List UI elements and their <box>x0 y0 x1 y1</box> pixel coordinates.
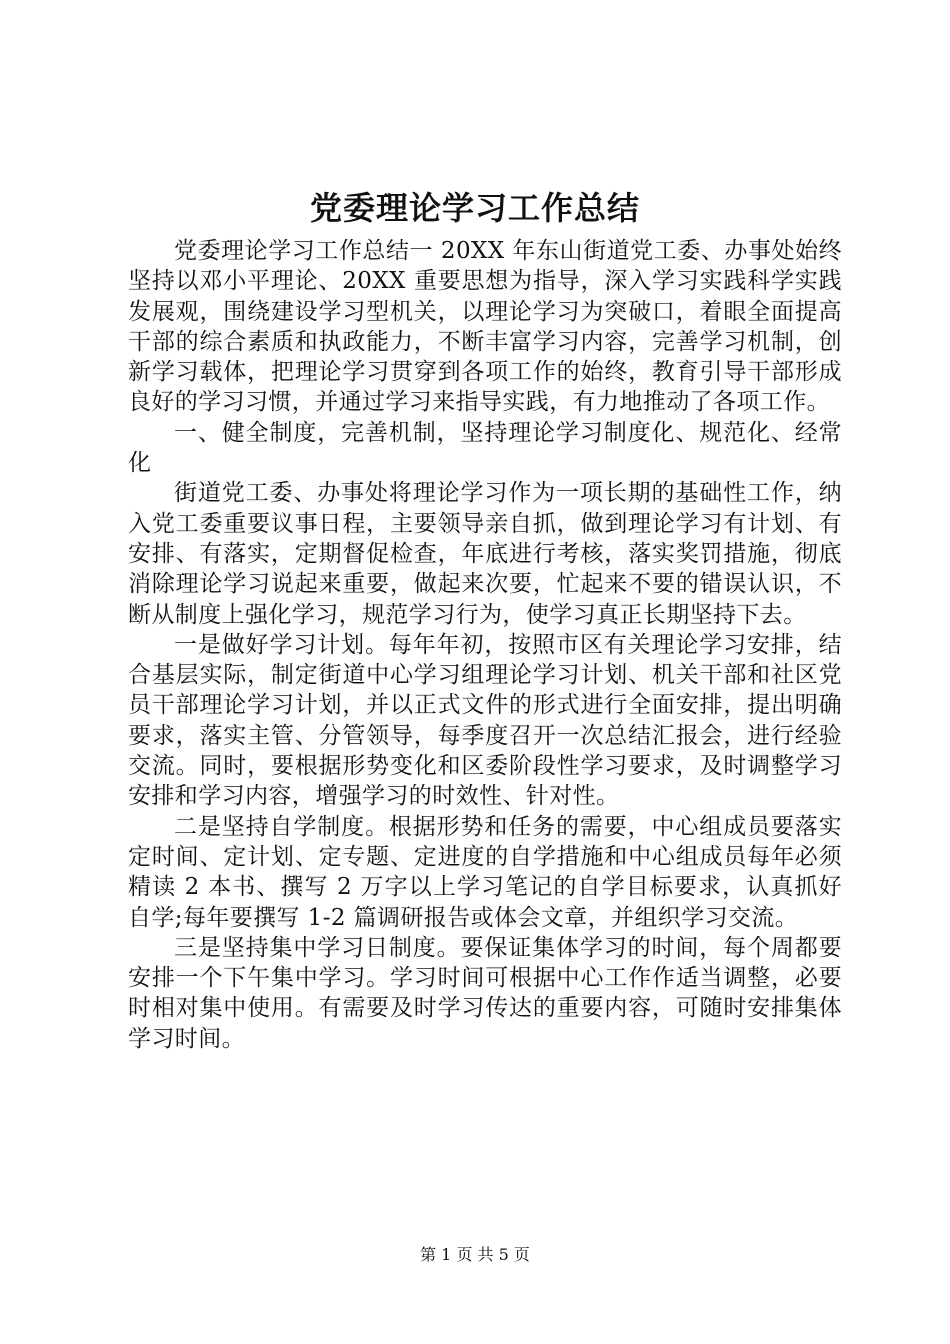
page-indicator: 第 1 页 共 5 页 <box>420 1245 530 1264</box>
page-title: 党委理论学习工作总结 <box>309 189 640 227</box>
paragraph-study-plan: 一是做好学习计划。每年年初，按照市区有关理论学习安排，结合基层实际，制定街道中心学习组理论学习计划、机关干部和社区党员干部理论学习计划，并以正式文件的形式进行全面安排，提出明确要求，落实主管、分管领导，每季度召开一次总结汇报会，进行经验交流。同时，要根据形势变化和区委阶段性学习要求，及时调整学习安排和学习内容，增强学习的时效性、针对性。 <box>128 631 842 810</box>
paragraph-self-study: 二是坚持自学制度。根据形势和任务的需要，中心组成员要落实定时间、定计划、定专题、定进度的自学措施和中心组成员每年必须精读 2 本书、撰写 2 万字以上学习笔记的自学目标要求，认真抓好自学;每年要撰写 1-2 篇调研报告或体会文章，并组织学习交流。 <box>128 813 842 931</box>
paragraph-section-1: 街道党工委、办事处将理论学习作为一项长期的基础性工作，纳入党工委重要议事日程，主要领导亲自抓，做到理论学习有计划、有安排、有落实，定期督促检查，年底进行考核，落实奖罚措施，彻底消除理论学习说起来重要，做起来次要，忙起来不要的错误认识，不断从制度上强化学习，规范学习行为，使学习真正长期坚持下去。 <box>128 480 842 628</box>
paragraph-intro: 党委理论学习工作总结一 20XX 年东山街道党工委、办事处始终坚持以邓小平理论、20XX 重要思想为指导，深入学习实践科学实践发展观，围绕建设学习型机关，以理论学习为突破口，着眼全面提高干部的综合素质和执政能力，不断丰富学习内容，完善学习机制，创新学习载体，把理论学习贯穿到各项工作的始终，教育引导干部形成良好的学习习惯，并通过学习来指导实践，有力地推动了各项工作。 <box>128 238 842 416</box>
document-body <box>128 236 842 1054</box>
section-heading-1: 一、健全制度，完善机制，坚持理论学习制度化、规范化、经常化 <box>128 419 842 477</box>
paragraph-group-study-day: 三是坚持集中学习日制度。要保证集体学习的时间，每个周都要安排一个下午集中学习。学习时间可根据中心工作作适当调整，必要时相对集中使用。有需要及时学习传达的重要内容，可随时安排集体学习时间。 <box>128 934 842 1052</box>
